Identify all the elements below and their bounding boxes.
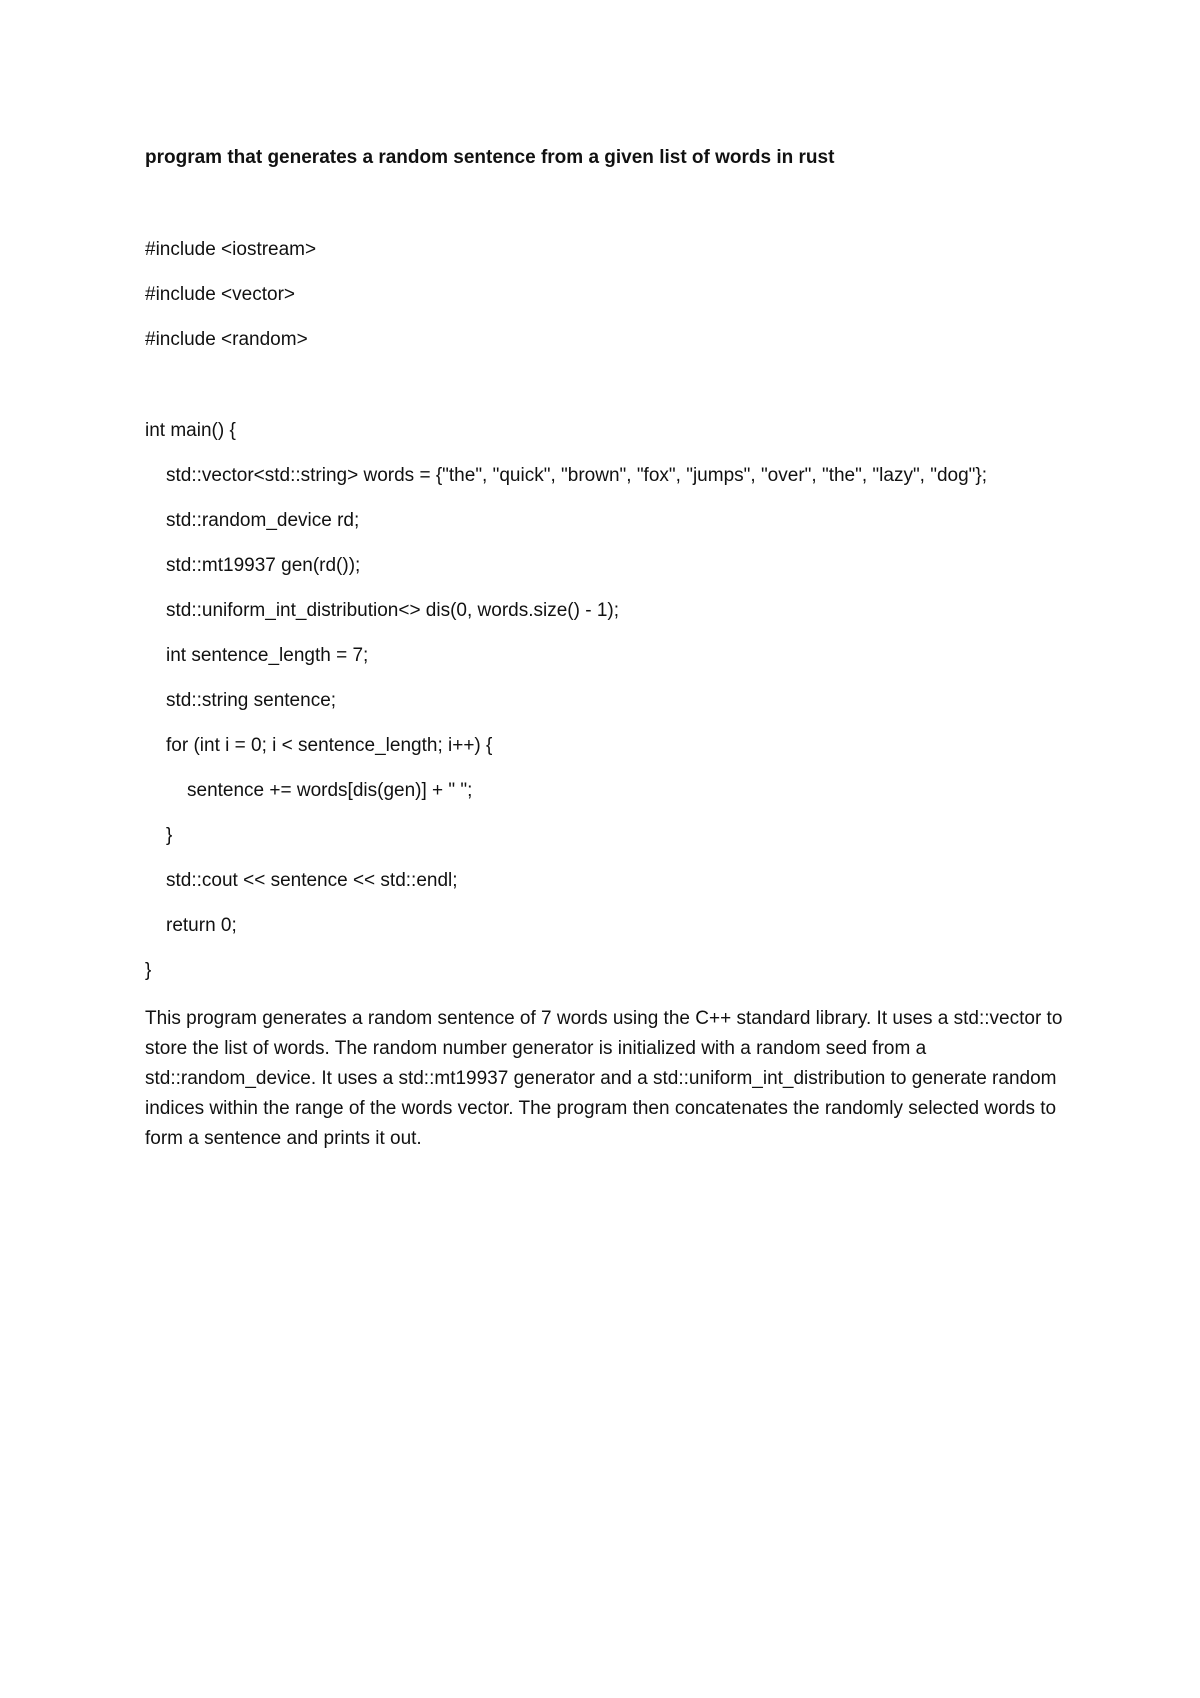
code-line-random-device: std::random_device rd; [166,510,360,531]
code-line-main-open: int main() { [145,420,236,441]
code-line-sentence-string: std::string sentence; [166,690,337,711]
code-line-cout: std::cout << sentence << std::endl; [166,870,458,891]
code-block [145,419,1065,983]
code-line-generator: std::mt19937 gen(rd()); [166,555,361,576]
code-line-append: sentence += words[dis(gen)] + " "; [187,780,473,801]
include-block [145,238,1065,352]
code-line-for-close: } [166,825,173,846]
include-line: #include <random> [145,329,308,350]
code-line-for-loop: for (int i = 0; i < sentence_length; i++) { [166,735,493,756]
include-line: #include <iostream> [145,239,317,260]
document-content [145,146,1065,1154]
code-line-distribution: std::uniform_int_distribution<> dis(0, words.size() - 1); [166,600,620,621]
include-line: #include <vector> [145,284,295,305]
code-line-main-close: } [145,960,152,981]
code-line-return: return 0; [166,915,237,936]
code-line-words: std::vector<std::string> words = {"the", "quick", "brown", "fox", "jumps", "over", "the", "lazy", "dog"}; [166,465,988,486]
document-title: program that generates a random sentence from a given list of words in rust [145,147,835,168]
explanation-paragraph: This program generates a random sentence of 7 words using the C++ standard library. It uses a std::vector to store the list of words. The random number generator is initialized with a random seed from a std::random_device. It uses a std::mt19937 generator and a std::uniform_int_distribution to generate random indices within the range of the words vector. The program then concatenates the randomly selected words to form a sentence and prints it out. [145,1008,1063,1149]
code-line-sentence-length: int sentence_length = 7; [166,645,369,666]
